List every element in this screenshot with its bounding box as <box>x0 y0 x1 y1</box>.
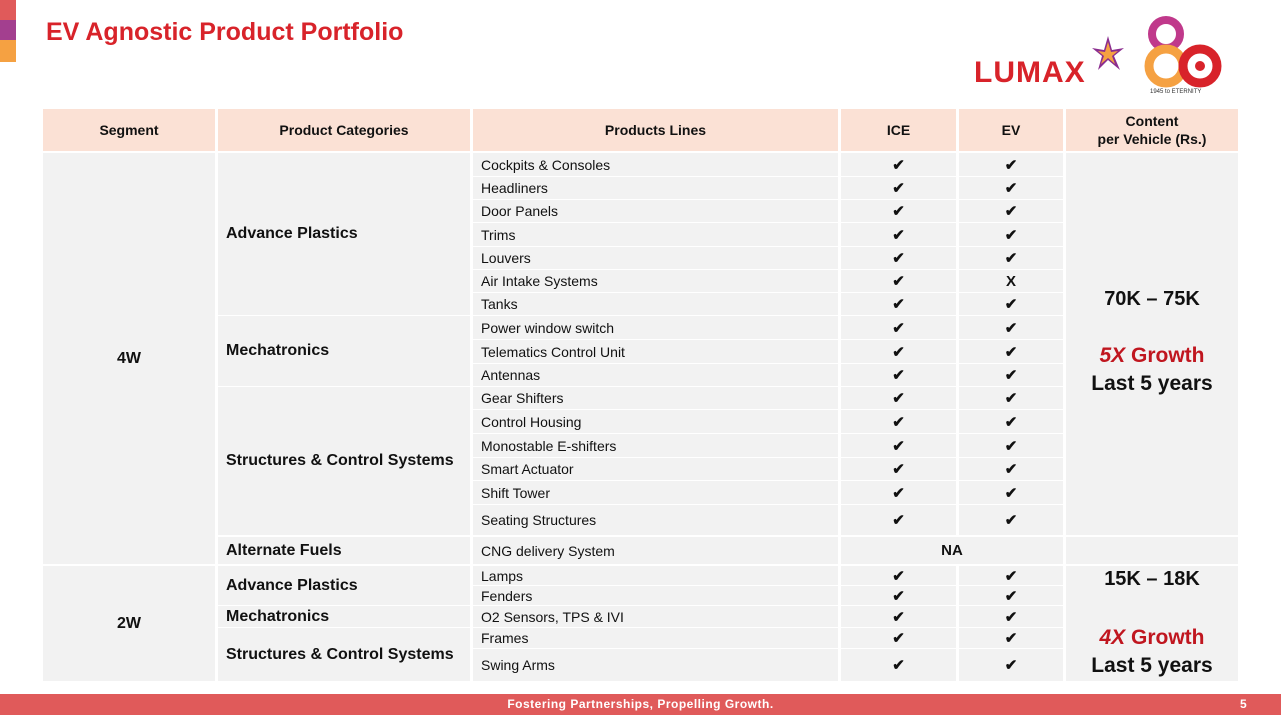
growth-label <box>1099 344 1204 368</box>
ev-check-icon: ✔ <box>959 200 1063 222</box>
header-ice: ICE <box>841 109 956 151</box>
ice-check-icon: ✔ <box>841 434 956 457</box>
product-line: Antennas <box>473 364 838 386</box>
ev-check-icon: ✔ <box>959 649 1063 681</box>
footer-tagline: Fostering Partnerships, Propelling Growth. <box>507 697 774 711</box>
content-per-vehicle-4w <box>1066 153 1238 535</box>
growth-multiplier: 4X <box>1099 626 1126 649</box>
growth-word: Growth <box>1131 344 1205 367</box>
product-line: Tanks <box>473 293 838 315</box>
ice-check-icon: ✔ <box>841 270 956 292</box>
ice-check-icon: ✔ <box>841 458 956 480</box>
product-line: Power window switch <box>473 316 838 339</box>
segment-2w: 2W <box>43 566 215 681</box>
ev-check-icon: ✔ <box>959 586 1063 605</box>
ice-check-icon: ✔ <box>841 387 956 409</box>
product-line: Louvers <box>473 247 838 269</box>
product-line: Trims <box>473 223 838 246</box>
ev-check-icon: ✔ <box>959 566 1063 585</box>
product-line: Seating Structures <box>473 505 838 535</box>
product-line: Lamps <box>473 566 838 585</box>
ice-check-icon: ✔ <box>841 628 956 648</box>
header-content-line1: Content <box>1125 113 1179 129</box>
ice-check-icon: ✔ <box>841 316 956 339</box>
ice-check-icon: ✔ <box>841 340 956 363</box>
growth-period: Last 5 years <box>1091 654 1213 677</box>
ev-check-icon: ✔ <box>959 458 1063 480</box>
growth-multiplier: 5X <box>1099 344 1126 367</box>
ev-check-icon: ✔ <box>959 223 1063 246</box>
content-range: 15K – 18K <box>1104 568 1200 590</box>
ice-check-icon: ✔ <box>841 247 956 269</box>
product-line: Door Panels <box>473 200 838 222</box>
product-line: Frames <box>473 628 838 648</box>
product-line: Cockpits & Consoles <box>473 153 838 176</box>
product-line: Telematics Control Unit <box>473 340 838 363</box>
ev-check-icon: ✔ <box>959 177 1063 199</box>
product-line: O2 Sensors, TPS & IVI <box>473 606 838 627</box>
ev-cross-icon: X <box>959 270 1063 292</box>
category-label: Mechatronics <box>218 316 470 386</box>
product-line: Control Housing <box>473 410 838 433</box>
header-lines: Products Lines <box>473 109 838 151</box>
ev-check-icon: ✔ <box>959 364 1063 386</box>
product-line: Smart Actuator <box>473 458 838 480</box>
ice-check-icon: ✔ <box>841 153 956 176</box>
availability-na: NA <box>841 537 1063 564</box>
growth-label <box>1099 626 1204 650</box>
ev-check-icon: ✔ <box>959 153 1063 176</box>
header-ev: EV <box>959 109 1063 151</box>
ev-check-icon: ✔ <box>959 481 1063 504</box>
product-line: Air Intake Systems <box>473 270 838 292</box>
content-empty-cell <box>1066 537 1238 564</box>
ice-check-icon: ✔ <box>841 223 956 246</box>
ice-check-icon: ✔ <box>841 606 956 627</box>
product-line: Headliners <box>473 177 838 199</box>
page-title: EV Agnostic Product Portfolio <box>46 18 404 46</box>
ice-check-icon: ✔ <box>841 177 956 199</box>
ice-check-icon: ✔ <box>841 410 956 433</box>
product-line: Gear Shifters <box>473 387 838 409</box>
ev-check-icon: ✔ <box>959 293 1063 315</box>
category-label: Mechatronics <box>218 606 470 627</box>
product-line: CNG delivery System <box>473 537 838 564</box>
ev-check-icon: ✔ <box>959 247 1063 269</box>
header-content-line2: per Vehicle (Rs.) <box>1097 131 1207 147</box>
ice-check-icon: ✔ <box>841 505 956 535</box>
product-line: Fenders <box>473 586 838 605</box>
product-line: Monostable E-shifters <box>473 434 838 457</box>
content-range: 70K – 75K <box>1104 288 1200 310</box>
category-label: Structures & Control Systems <box>218 387 470 535</box>
anniversary-caption: 1945 to ETERNITY <box>1150 89 1202 95</box>
ice-check-icon: ✔ <box>841 566 956 585</box>
footer-bar <box>0 694 1281 715</box>
ev-check-icon: ✔ <box>959 410 1063 433</box>
ev-check-icon: ✔ <box>959 628 1063 648</box>
ice-check-icon: ✔ <box>841 586 956 605</box>
category-label: Alternate Fuels <box>218 537 470 564</box>
ev-check-icon: ✔ <box>959 316 1063 339</box>
category-label: Structures & Control Systems <box>218 628 470 681</box>
ev-check-icon: ✔ <box>959 505 1063 535</box>
ice-check-icon: ✔ <box>841 200 956 222</box>
product-line: Swing Arms <box>473 649 838 681</box>
segment-4w: 4W <box>43 153 215 564</box>
page-number: 5 <box>1240 697 1247 711</box>
content-per-vehicle-2w <box>1066 566 1238 681</box>
ice-check-icon: ✔ <box>841 481 956 504</box>
ice-check-icon: ✔ <box>841 364 956 386</box>
category-label: Advance Plastics <box>218 153 470 315</box>
ice-check-icon: ✔ <box>841 293 956 315</box>
header-content <box>1066 109 1238 151</box>
ev-check-icon: ✔ <box>959 606 1063 627</box>
category-label: Advance Plastics <box>218 566 470 605</box>
header-category: Product Categories <box>218 109 470 151</box>
growth-word: Growth <box>1131 626 1205 649</box>
ev-check-icon: ✔ <box>959 434 1063 457</box>
product-line: Shift Tower <box>473 481 838 504</box>
ev-check-icon: ✔ <box>959 340 1063 363</box>
lumax-logo: LUMAX <box>974 56 1086 89</box>
ice-check-icon: ✔ <box>841 649 956 681</box>
ev-check-icon: ✔ <box>959 387 1063 409</box>
growth-period: Last 5 years <box>1091 372 1213 395</box>
header-segment: Segment <box>43 109 215 151</box>
